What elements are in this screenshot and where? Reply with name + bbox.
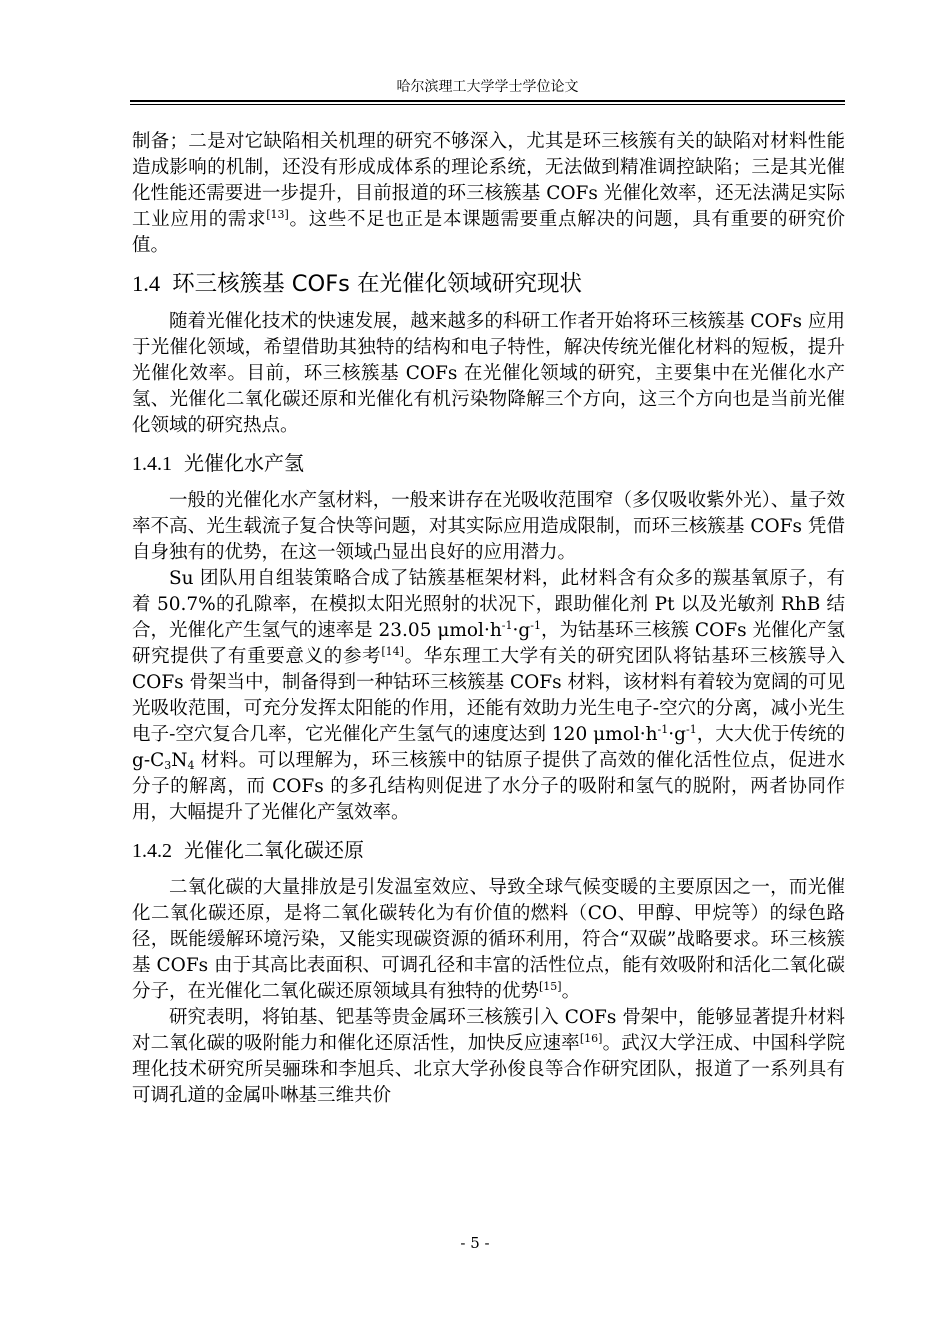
section-heading-1-4: [132, 269, 845, 299]
text-run: 制备；二是对它缺陷相关机理的研究不够深入，尤其是环三核簇有关的缺陷对材料性能造成影响的机制，还没有形成成体系的理论系统，无法做到精准调控缺陷；三是其光催化性能还需要进一步提升，目前报道的环三核簇基 COFs 光催化效率，还无法满足实际工业应用的需求: [132, 131, 845, 230]
text-run: 研究表明，将铂基、钯基等贵金属环三核簇引入 COFs 骨架中，能够显著提升材料对二氧化碳的吸附能力和催化还原活性，加快反应速率: [132, 1007, 845, 1054]
paragraph-continued: [132, 129, 845, 259]
page-number: - 5 -: [460, 1234, 490, 1252]
paragraph-hydrogen-2: [132, 566, 845, 826]
section-number: 1.4.2: [132, 840, 172, 862]
text-run: N: [171, 750, 188, 771]
superscript: -1: [530, 619, 541, 632]
citation: [13]: [266, 208, 289, 221]
text-run: ·g: [512, 620, 531, 641]
subscript: 3: [164, 759, 172, 772]
paragraph-co2-1: [132, 875, 845, 1005]
citation: [16]: [579, 1032, 603, 1045]
paragraph-intro: [132, 309, 845, 439]
section-heading-1-4-1: [132, 449, 845, 478]
running-header: 哈尔滨理工大学学士学位论文: [396, 79, 579, 95]
superscript: -1: [501, 619, 513, 632]
text-run: 。武汉大学汪成、中国科学院理化技术研究所吴骊珠和李旭兵、北京大学孙俊良等合作研究团队，报道了一系列具有可调孔道的金属卟啉基三维共价: [132, 1033, 845, 1106]
text-run: 材料。可以理解为，环三核簇中的钴原子提供了高效的催化活性位点，促进水分子的解离，而 COFs 的多孔结构则促进了水分子的吸附和氢气的脱附，两者协同作用，大幅提升了光催化产氢效率。: [132, 750, 845, 823]
paragraph-co2-2: [132, 1005, 845, 1109]
section-title: 光催化水产氢: [184, 451, 304, 475]
section-number: 1.4: [132, 271, 161, 296]
text-run: ，为钴基环三核簇 COFs 光催化产氢研究提供了有重要意义的参考: [132, 620, 846, 667]
section-heading-1-4-2: [132, 836, 845, 865]
section-title: 环三核簇基 COFs 在光催化领域研究现状: [172, 271, 583, 297]
section-title: 光催化二氧化碳还原: [184, 838, 364, 862]
text-run: 。: [561, 981, 581, 1002]
header-rule-thick: [130, 100, 845, 102]
text-run: Su 团队用自组装策略合成了钴簇基框架材料，此材料含有众多的羰基氧原子，有着 50.7%的孔隙率，在模拟太阳光照射的状况下，跟助催化剂 Pt 以及光敏剂 RhB 结合，光催化产生氢气的速率是 23.05 μmol·h: [132, 568, 845, 641]
text-run: 。华东理工大学有关的研究团队将钴基环三核簇导入 COFs 骨架当中，制备得到一种钴环三核簇基 COFs 材料，该材料有着较为宽阔的可见光吸收范围，可充分发挥太阳能的作用，还能有效助力光生电子-空穴的分离，减小光生电子-空穴复合几率，它光催化产生氢气的速度达到 120 μmol·h: [132, 646, 845, 745]
section-number: 1.4.1: [132, 453, 172, 475]
text-run: 随着光催化技术的快速发展，越来越多的科研工作者开始将环三核簇基 COFs 应用于光催化领域，希望借助其独特的结构和电子特性，解决传统光催化材料的短板，提升光催化效率。目前，环三核簇基 COFs 在光催化领域的研究，主要集中在光催化水产氢、光催化二氧化碳还原和光催化有机污染物降解三个方向，这三个方向也是当前光催化领域的研究热点。: [132, 311, 845, 436]
body-text: [132, 129, 845, 1109]
paragraph-hydrogen-1: [132, 488, 845, 566]
citation: [15]: [539, 980, 562, 993]
superscript: -1: [686, 723, 697, 736]
header-rule-thin: [130, 104, 845, 105]
superscript: -1: [657, 723, 669, 736]
text-run: 一般的光催化水产氢材料，一般来讲存在光吸收范围窄（多仅吸收紫外光）、量子效率不高、光生载流子复合快等问题，对其实际应用造成限制，而环三核簇基 COFs 凭借自身独有的优势，在这一领域凸显出良好的应用潜力。: [132, 490, 845, 563]
text-run: ·g: [668, 724, 686, 745]
text-run: ，大大优于传统的 g-C: [132, 724, 845, 771]
citation: [14]: [381, 645, 404, 658]
text-run: 。这些不足也正是本课题需要重点解决的问题，具有重要的研究价值。: [132, 209, 845, 256]
text-run: 二氧化碳的大量排放是引发温室效应、导致全球气候变暖的主要原因之一，而光催化二氧化碳还原，是将二氧化碳转化为有价值的燃料（CO、甲醇、甲烷等）的绿色路径，既能缓解环境污染，又能实现碳资源的循环利用，符合“双碳”战略要求。环三核簇基 COFs 由于其高比表面积、可调孔径和丰富的活性位点，能有效吸附和活化二氧化碳分子，在光催化二氧化碳还原领域具有独特的优势: [132, 877, 845, 1002]
subscript: 4: [187, 759, 195, 772]
